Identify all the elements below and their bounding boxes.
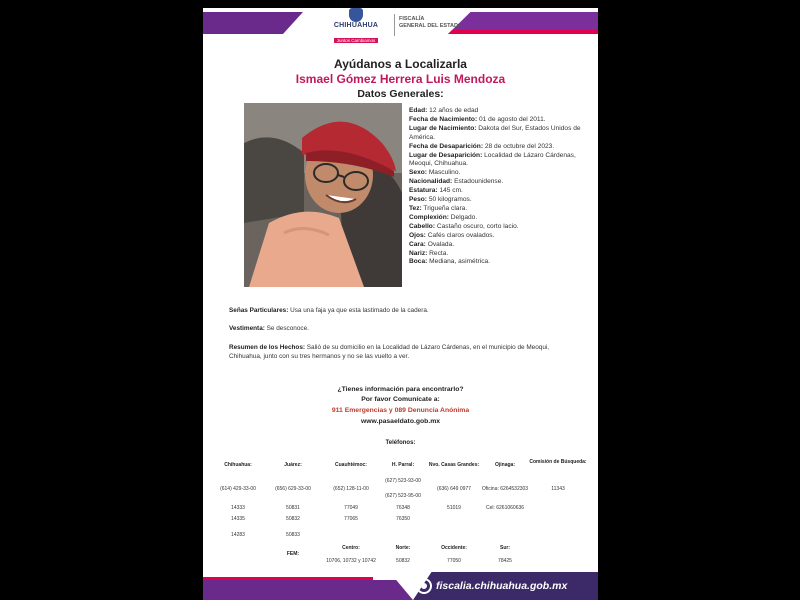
fem-norte: 50832 [396,558,410,564]
ext-parral-1: 76348 [396,505,410,511]
phone-comision: 11343 [551,486,565,492]
ext-chihuahua-3: 14283 [231,532,245,538]
ext-parral-2: 76350 [396,516,410,522]
poster-title: Ayúdanos a Localizarla [334,57,467,71]
phone-chihuahua: (614) 429-33-00 [220,486,256,492]
globe-icon [416,578,432,594]
logo-separator [394,14,395,36]
phone-header-parral: H. Parral: [391,462,415,468]
footer [203,572,598,600]
shield-icon [349,8,363,22]
info-row-estatura: Estatura: 145 cm. [409,187,463,195]
info-row-cabello: Cabello: Castaño oscuro, corto lacio. [409,222,519,230]
footer-url-link[interactable]: fiscalia.chihuahua.gob.mx [436,580,568,592]
phone-parral-1: (627) 523-93-00 [385,478,421,484]
header-band-left [203,12,303,34]
info-row-lugar-nacimiento: Lugar de Nacimiento: Dakota del Sur, Estados Unidos de América. [409,124,581,141]
person-name: Ismael Gómez Herrera Luis Mendoza [295,72,506,86]
resumen-hechos: Resumen de los Hechos: Salió de su domicilio en la Localidad de Lázaro Cárdenas, en el municipio de Meoqui, Chihuahua, junto con su tres hermanos y no se las vuelto a ver. [229,344,550,360]
cta-emergency: 911 Emergencias y 089 Denuncia Anónima [331,407,470,414]
logo-tag: Juntos Cambiamos [334,38,379,43]
phone-header-casas-grandes: Nvo. Casas Grandes: [428,462,480,468]
ext-juarez-2: 50832 [286,516,300,522]
phone-header-cuauhtemoc: Cuauhtémoc: [335,462,367,468]
ext-juarez-1: 50831 [286,505,300,511]
info-row-sexo: Sexo: Masculino. [409,169,461,177]
info-row-nacionalidad: Nacionalidad: Estadounidense. [409,178,504,186]
ext-casas-grandes-1: 51019 [447,505,461,511]
ext-ojinaga-cel: Cel: 6261060636 [485,505,525,511]
fem-header-centro: Centro: [342,545,360,551]
header-band-right [448,12,598,34]
fiscalia-sublabel: GENERAL DEL ESTADO [399,23,463,29]
footer-purple-band [203,580,413,600]
info-row-ojos: Ojos: Cafés claros ovalados. [409,231,495,239]
fem-occidente: 77050 [447,558,461,564]
info-row-complexion: Complexión: Delgado. [409,213,478,221]
ext-chihuahua-1: 14333 [231,505,245,511]
fem-header-occidente: Occidente: [441,545,467,551]
fiscalia-label: FISCALÍA [399,16,425,22]
ext-chihuahua-2: 14335 [231,516,245,522]
info-row-fecha-nacimiento: Fecha de Nacimiento: 01 de agosto del 2011. [409,115,546,123]
info-row-edad: Edad: 12 años de edad [409,107,479,114]
phone-header-juarez: Juárez: [284,462,302,468]
missing-person-poster [203,8,598,600]
general-data-list [409,107,589,267]
info-row-tez: Tez: Trigueña clara. [409,204,468,212]
chihuahua-logo [321,8,391,44]
ext-cuauhtemoc-1: 77049 [344,505,358,511]
info-row-nariz: Nariz: Recta. [409,249,449,257]
cta-contact: Por favor Comunícate a: [361,396,440,403]
info-row-cara: Cara: Ovalada. [409,240,455,248]
phone-header-ojinaga: Ojinaga: [494,462,515,468]
phone-header-comision: Comisión de Búsqueda: [529,459,587,465]
phones-title: Teléfonos: [385,440,416,446]
senas-particulares: Señas Particulares: Usa una faja ya que esta lastimado de la cadera. [229,307,429,314]
fem-sur: 78425 [498,558,512,564]
phone-cuauhtemoc: (652) 128-11-00 [333,486,369,492]
cta-question: ¿Tienes información para encontrarlo? [337,386,464,393]
info-row-peso: Peso: 50 kilogramos. [409,196,472,204]
phone-header-chihuahua: Chihuahua: [224,462,252,468]
phone-parral-2: (627) 523-95-00 [385,493,421,499]
fem-label: FEM: [286,551,300,557]
ext-cuauhtemoc-2: 77065 [344,516,358,522]
cta-website-link[interactable]: www.pasaeldato.gob.mx [360,418,441,425]
fem-centro: 10706, 10732 y 10742 [326,558,376,564]
logo-word: CHIHUAHUA [333,22,379,29]
section-title: Datos Generales: [357,88,444,100]
info-row-lugar-desaparicion: Lugar de Desaparición: Localidad de Lázaro Cárdenas, Meoqui, Chihuahua. [409,151,576,168]
phone-casas-grandes: (636) 649 0977 [437,486,471,492]
fem-header-sur: Sur: [500,545,510,551]
person-photo [244,103,402,287]
fem-header-norte: Norte: [395,545,411,551]
ext-juarez-3: 50833 [286,532,300,538]
phone-ojinaga: Oficina: 6264532303 [481,486,529,492]
info-row-fecha-desaparicion: Fecha de Desaparición: 28 de octubre del 2023. [409,142,555,150]
info-row-boca: Boca: Mediana, asimétrica. [409,258,491,266]
phone-juarez: (656) 629-33-00 [275,486,311,492]
vestimenta: Vestimenta: Se desconoce. [229,325,309,332]
